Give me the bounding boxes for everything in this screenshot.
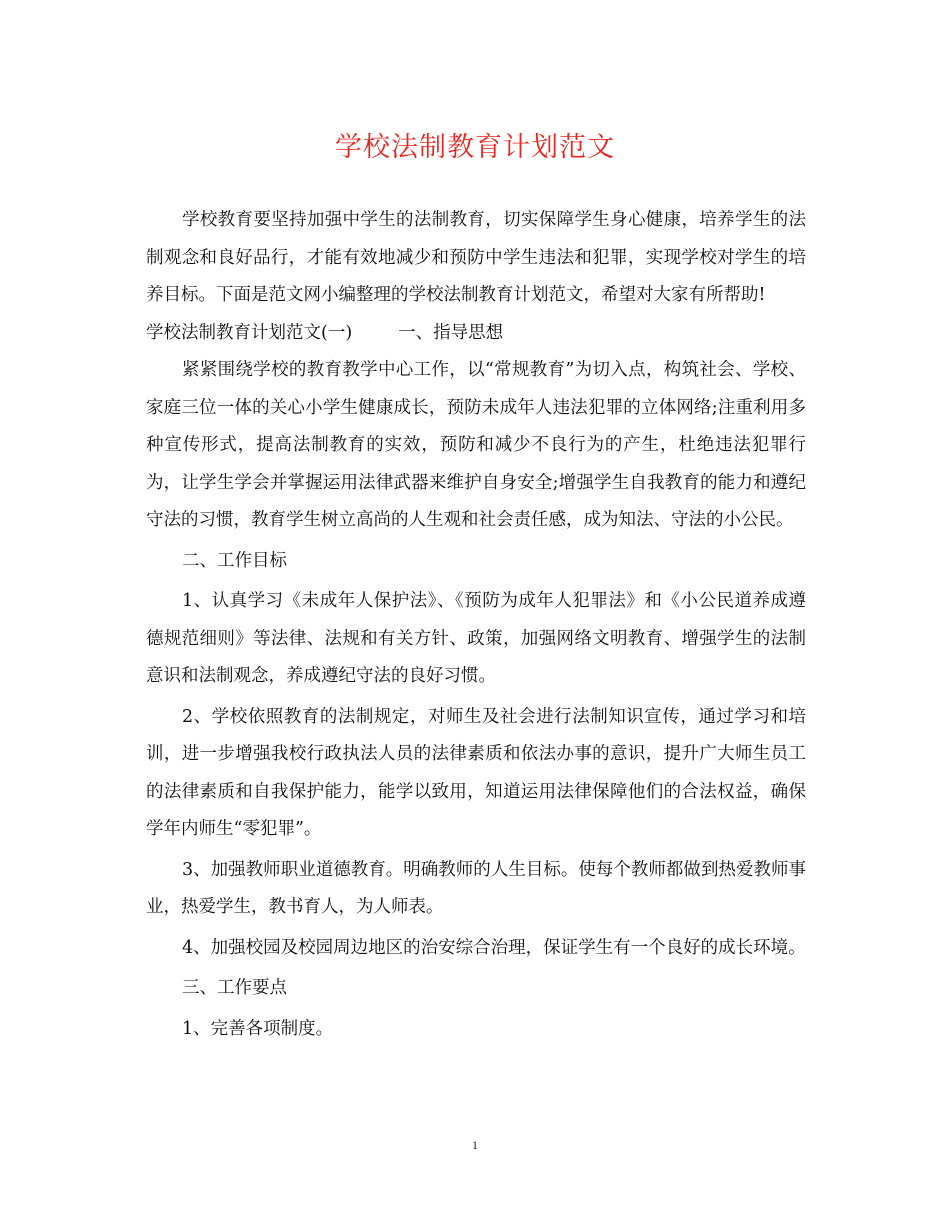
goal-paragraph-4: 4、加强校园及校园周边地区的治安综合治理，保证学生有一个良好的成长环境。 [182,937,806,958]
intro-paragraph: 学校教育要坚持加强中学生的法制教育，切实保障学生身心健康，培养学生的法制观念和良好品行，才能有效地减少和预防中学生违法和犯罪，实现学校对学生的培养目标。下面是范文网小编整理的学校法制教育计划范文，希望对大家有所帮助! [146,210,806,305]
page-number: 1 [472,1138,478,1152]
document-body [146,202,806,1048]
document-title: 学校法制教育计划范文 [335,132,615,163]
section-heading-line [146,315,806,353]
part3-heading: 三、工作要点 [182,978,287,998]
point-paragraph-1: 1、完善各项制度。 [182,1018,334,1039]
section1-heading: 学校法制教育计划范文(一) [146,322,353,343]
goal-paragraph-3: 3、加强教师职业道德教育。明确教师的人生目标。使每个教师都做到热爱教师事业，热爱学生，教书育人，为人师表。 [146,859,806,917]
part1-heading: 一、指导思想 [398,322,504,343]
goal-paragraph-1: 1、认真学习《未成年人保护法》、《预防为成年人犯罪法》和《小公民道养成遵 德规范细则》等法律、法规和有关方针、政策，加强网络文明教育、增强学生的法制意识和法制观念，养成遵纪守法的良好习惯。 [146,591,806,686]
part2-heading: 二、工作目标 [182,550,287,571]
part1-paragraph: 紧紧围绕学校的教育教学中心工作，以“常规教育”为切入点，构筑社会、学校、家庭三位一体的关心小学生健康成长，预防未成年人违法犯罪的立体网络;注重利用多种宣传形式，提高法制教育的实效，预防和减少不良行为的产生，杜绝违法犯罪行为，让学生学会并掌握运用法律武器来维护自身安全;增强学生自我教育的能力和遵纪守法的习惯，教育学生树立高尚的人生观和社会责任感，成为知法、守法的小公民。 [146,360,806,530]
goal-paragraph-2: 2、学校依照教育的法制规定，对师生及社会进行法制知识宣传，通过学习和培训，进一步增强我校行政执法人员的法律素质和依法办事的意识，提升广大师生员工的法律素质和自我保护能力，能学以致用，知道运用法律保障他们的合法权益，确保学年内师生“零犯罪”。 [146,706,806,839]
